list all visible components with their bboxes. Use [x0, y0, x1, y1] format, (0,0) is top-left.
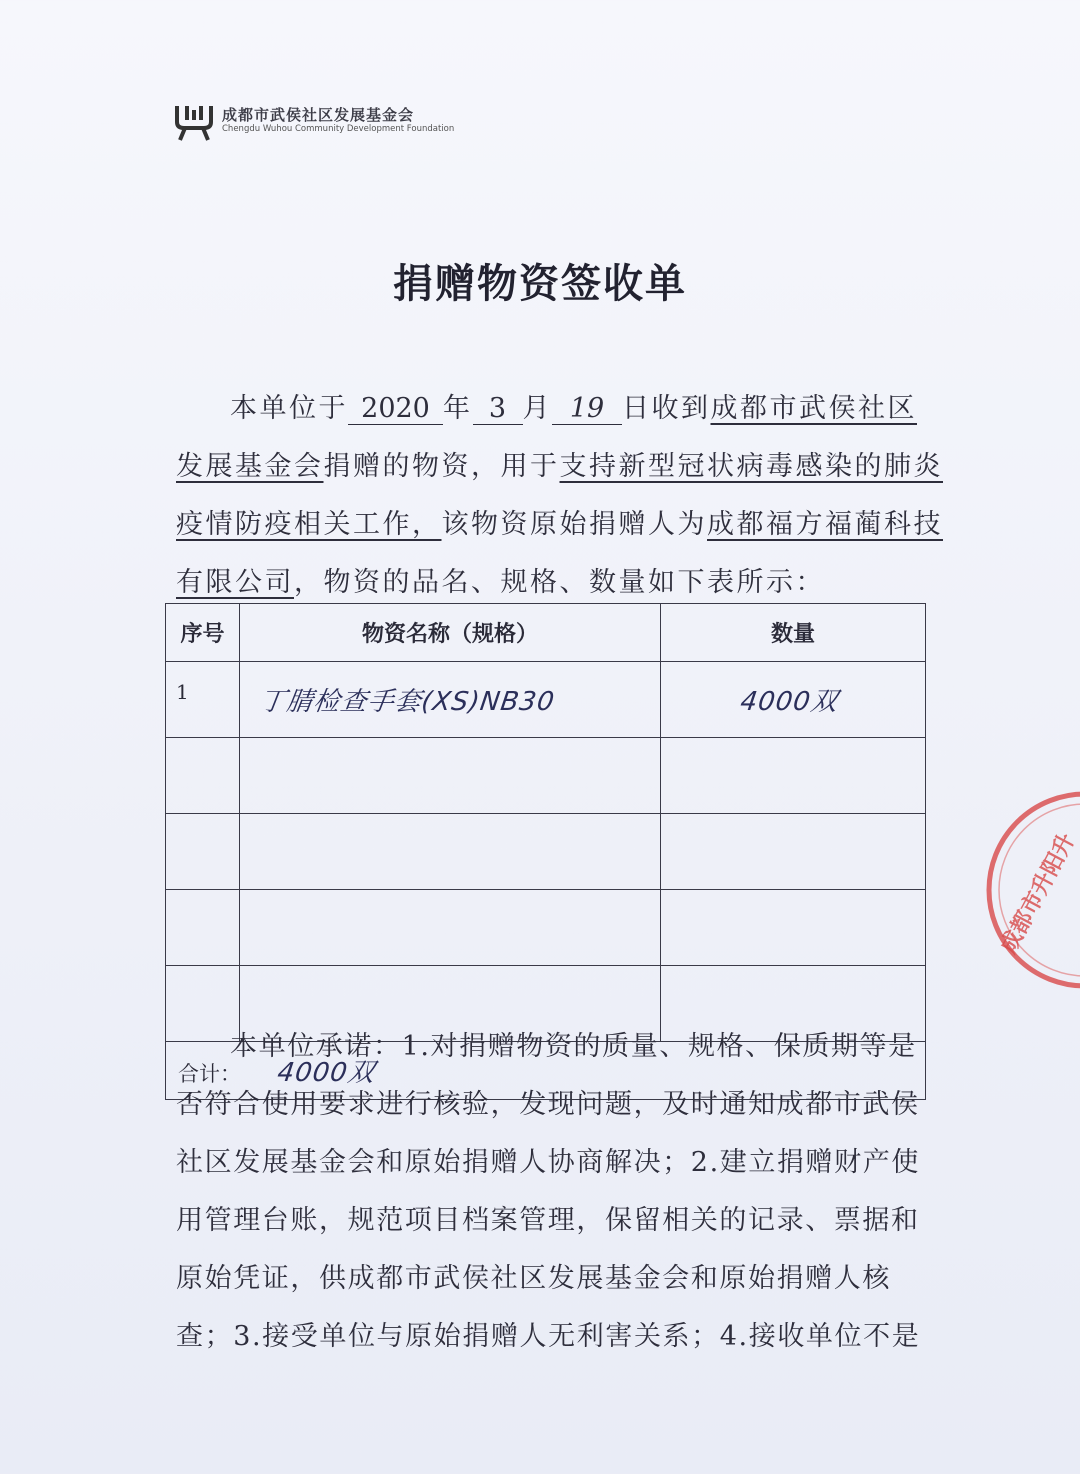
row-index: 1 — [166, 662, 240, 738]
org-name-cn: 成都市武侯社区发展基金会 — [222, 106, 415, 124]
foundation-logo-icon — [174, 102, 214, 142]
receipt-line-1 — [230, 386, 935, 425]
receipt-day: 19 — [552, 394, 622, 425]
row-item-qty — [661, 890, 926, 966]
table-row — [166, 890, 926, 966]
red-seal-stamp — [985, 780, 1080, 1000]
row-item-qty — [661, 814, 926, 890]
col-header-qty: 数量 — [661, 604, 926, 662]
commitment-line-2: 否符合使用要求进行核验，发现问题，及时通知成都市武侯 — [176, 1089, 920, 1120]
row-index — [166, 814, 240, 890]
receipt-prefix: 本单位于 — [230, 393, 348, 424]
total-value: 4000双 — [275, 1058, 377, 1088]
purpose-part1: 支持新型冠状病毒感染的肺炎 — [559, 451, 943, 482]
page-title: 捐赠物资签收单 — [393, 261, 687, 307]
row-index — [166, 738, 240, 814]
receipt-line-4 — [176, 560, 936, 599]
table-row — [166, 662, 926, 738]
original-donor-part2: 有限公司 — [176, 567, 294, 598]
row-item-name — [240, 814, 661, 890]
receipt-line-2 — [176, 444, 943, 483]
receipt-line-3 — [176, 502, 943, 541]
receipt-year-unit: 年 — [443, 393, 473, 424]
row-item-qty-text: 4000双 — [738, 687, 840, 717]
row-item-qty — [661, 738, 926, 814]
stamp-text: 成都市升阳升 — [996, 829, 1080, 958]
receipt-month: 3 — [473, 394, 523, 425]
donor-org-part1: 成都市武侯社区 — [710, 393, 917, 424]
commitment-line-5: 原始凭证，供成都市武侯社区发展基金会和原始捐赠人核 — [176, 1263, 891, 1294]
row-item-name — [240, 662, 661, 738]
receipt-year: 2020 — [348, 394, 443, 425]
purpose-part2: 疫情防疫相关工作， — [176, 509, 442, 540]
commitment-line-3: 社区发展基金会和原始捐赠人协商解决；2.建立捐赠财产使 — [176, 1147, 920, 1178]
original-donor-part1: 成都福方福蔺科技 — [707, 509, 943, 540]
commitment-line-4: 用管理台账，规范项目档案管理，保留相关的记录、票据和 — [176, 1205, 920, 1236]
receipt-month-unit: 月 — [522, 393, 552, 424]
total-label: 合计： — [178, 1062, 241, 1086]
donor-org-part2: 发展基金会 — [176, 451, 324, 482]
table-row — [166, 738, 926, 814]
receipt-suffix: ，物资的品名、规格、数量如下表所示： — [294, 567, 825, 598]
row-item-qty — [661, 662, 926, 738]
row-item-name — [240, 890, 661, 966]
table-row — [166, 814, 926, 890]
row-index — [166, 966, 240, 1042]
col-header-name: 物资名称（规格） — [240, 604, 661, 662]
table-header-row — [166, 604, 926, 662]
receipt-day-unit: 日收到 — [622, 393, 711, 424]
row-item-name-text: 丁腈检查手套(XS)NB30 — [257, 687, 557, 717]
org-name-en: Chengdu Wuhou Community Development Foundation — [222, 124, 455, 134]
row-item-name — [240, 738, 661, 814]
commitment-line-1: 本单位承诺：1.对捐赠物资的质量、规格、保质期等是 — [230, 1031, 917, 1062]
row-index — [166, 890, 240, 966]
foundation-logo — [174, 100, 455, 144]
donated-text: 捐赠的物资，用于 — [323, 451, 560, 482]
original-donor-text: 该物资原始捐赠人为 — [441, 509, 707, 540]
col-header-index: 序号 — [166, 604, 240, 662]
commitment-line-6: 查；3.接受单位与原始捐赠人无利害关系；4.接收单位不是 — [176, 1321, 921, 1352]
